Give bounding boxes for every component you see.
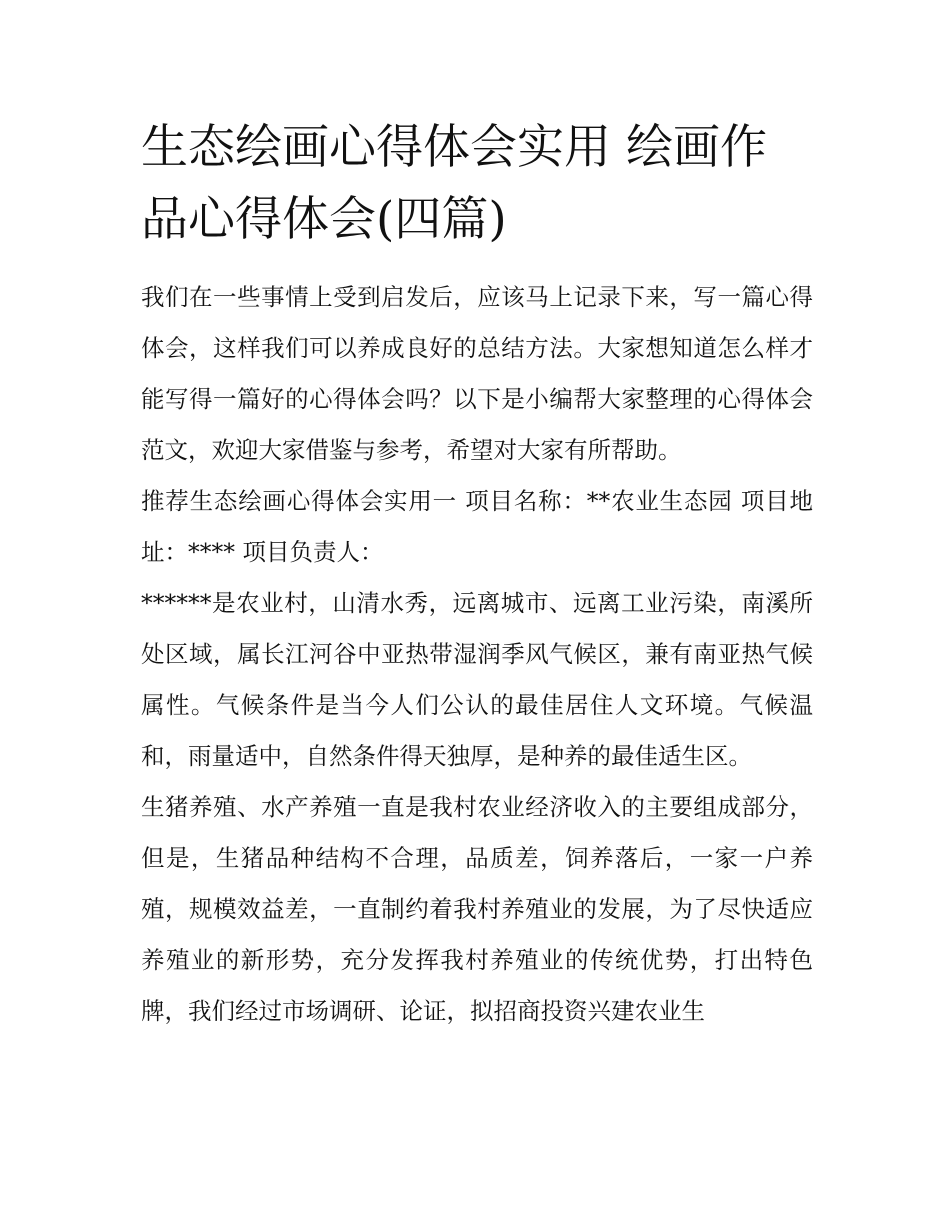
livestock-paragraph: 生猪养殖、水产养殖一直是我村农业经济收入的主要组成部分，但是，生猪品种结构不合理，品质差，饲养落后，一家一户养殖，规模效益差，一直制约着我村养殖业的发展，为了尽快适应养殖业的新形势，充分发挥我村养殖业的传统优势，打出特色牌，我们经过市场调研、论证，拟招商投资兴建农业生 <box>141 793 813 1025</box>
project-info-paragraph: 推荐生态绘画心得体会实用一 项目名称：**农业生态园 项目地址：**** 项目负责人： <box>141 487 813 566</box>
document-title: 生态绘画心得体会实用 绘画作品心得体会(四篇) <box>141 120 767 247</box>
village-description-paragraph: ******是农业村，山清水秀，远离城市、远离工业污染，南溪所处区域，属长江河谷中亚热带湿润季风气候区，兼有南亚热气候属性。气候条件是当今人们公认的最佳居住人文环境。气候温和，雨量适中，自然条件得天独厚，是种养的最佳适生区。 <box>141 589 813 770</box>
intro-paragraph: 我们在一些事情上受到启发后，应该马上记录下来，写一篇心得体会，这样我们可以养成良好的总结方法。大家想知道怎么样才能写得一篇好的心得体会吗？以下是小编帮大家整理的心得体会范文，欢迎大家借鉴与参考，希望对大家有所帮助。 <box>141 283 813 464</box>
document-body <box>141 112 813 1037</box>
